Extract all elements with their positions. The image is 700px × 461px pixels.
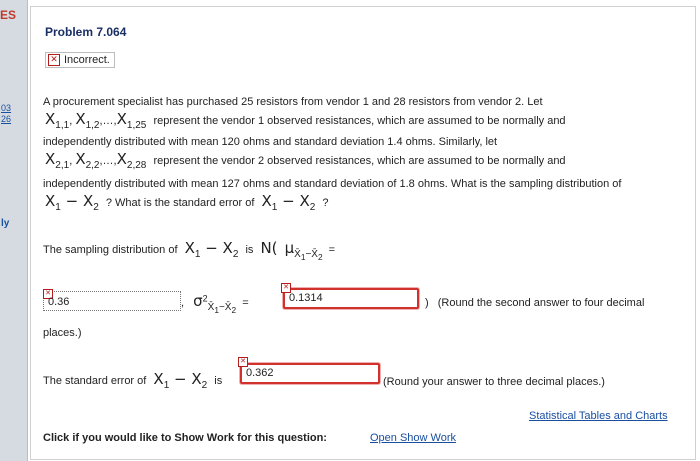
variance-input[interactable] [283, 284, 419, 309]
sidebar-link-2[interactable]: 26 [1, 114, 12, 124]
sidebar-top-label: ES [0, 8, 17, 22]
open-show-work-link[interactable]: Open Show Work [370, 432, 457, 444]
problem-text-line4: X2,1, X2,2,…,X2,28 represent the vendor 2 observed resistances, which are assumed to be normally and [45, 150, 566, 171]
sidebar-link-1[interactable]: 03 [1, 103, 12, 113]
mean-incorrect-icon: ✕ [43, 289, 53, 299]
standard-error-line: The standard error of X1 − X2 is [43, 370, 223, 391]
statistical-tables-link[interactable]: Statistical Tables and Charts [529, 410, 668, 422]
standard-error-value: 0.362 [246, 367, 274, 379]
variance-value: 0.1314 [289, 292, 323, 304]
mean-value: 0.36 [48, 296, 70, 308]
show-work-prompt: Click if you would like to Show Work for this question: [43, 432, 327, 444]
status-badge [45, 52, 115, 68]
problem-text-line3: independently distributed with mean 120 ohms and standard deviation 1.4 ohms. Similarly, let [43, 136, 498, 148]
left-sidebar-strip [0, 0, 28, 461]
variance-incorrect-icon: ✕ [281, 283, 291, 293]
sampling-distribution-line: The sampling distribution of X1 − X2 is N( $\mu X̄_1-X̄_2$ = [43, 239, 336, 262]
incorrect-x-icon: ✕ [48, 54, 60, 66]
standard-error-incorrect-icon: ✕ [238, 357, 248, 367]
question-panel [30, 6, 696, 460]
variance-label: , $\sigma^2X̄_1-X̄_2$ = [181, 292, 249, 315]
problem-text-line1: A procurement specialist has purchased 25 resistors from vendor 1 and 28 resistors from vendor 2. Let [43, 96, 543, 108]
sidebar-bottom-label[interactable]: ly [1, 218, 10, 229]
problem-question-line: X1 − X2 ? What is the standard error of X1 − X2 ? [45, 192, 329, 213]
problem-text-line2: X1,1, X1,2,…,X1,25 represent the vendor 1 observed resistances, which are assumed to be normally and [45, 110, 566, 131]
standard-error-round-note: (Round your answer to three decimal places.) [383, 376, 605, 388]
problem-title: Problem 7.064 [45, 25, 127, 39]
problem-text-line5: independently distributed with mean 127 ohms and standard deviation of 1.8 ohms. What is the sampling distribution of [43, 178, 622, 190]
mean-input[interactable] [43, 291, 181, 311]
standard-error-input[interactable] [240, 358, 380, 384]
status-text: Incorrect. [64, 54, 110, 66]
sidebar-links [1, 103, 11, 125]
variance-round-note: ) (Round the second answer to four decimal [425, 297, 645, 309]
variance-round-note-cont: places.) [43, 327, 82, 339]
